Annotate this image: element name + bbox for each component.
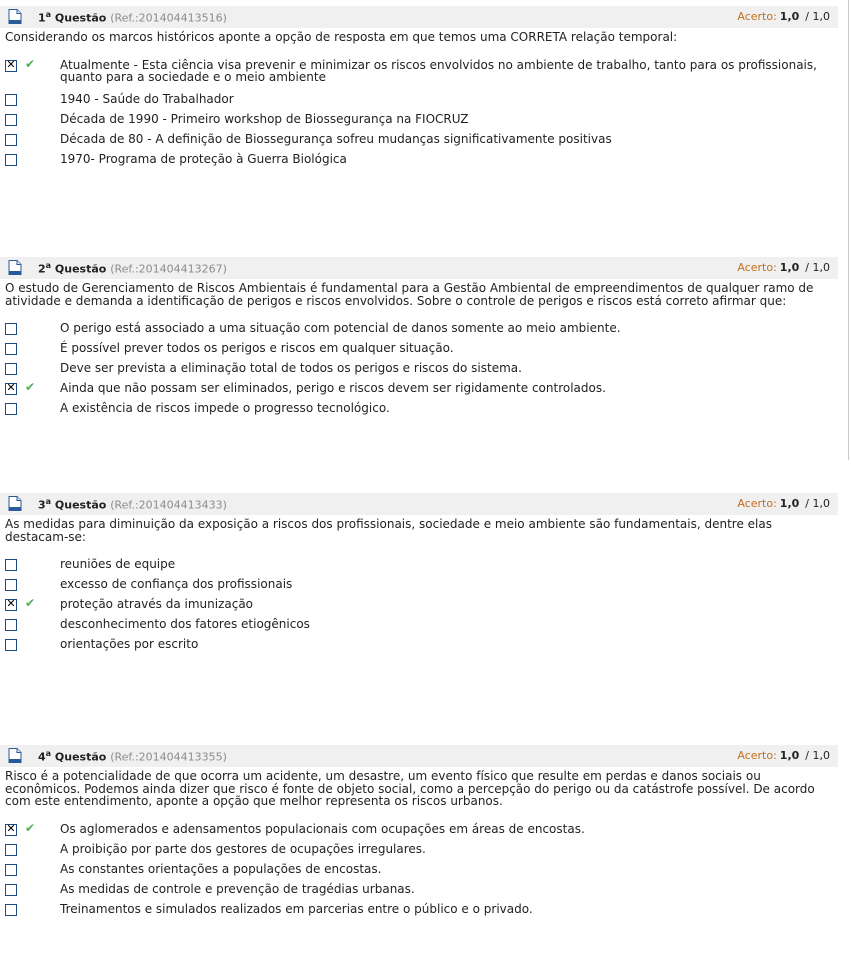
question-header [0, 6, 838, 28]
question-statement: As medidas para diminuição da exposição a riscos dos profissionais, sociedade e meio ambiente são fundamentais, dentre elas destacam-se: [5, 517, 772, 544]
answer-option[interactable] [0, 362, 838, 382]
score: Acerto: 1,0 / 1,0 [737, 10, 830, 23]
question-header [0, 745, 838, 767]
answer-checkbox[interactable] [5, 323, 17, 335]
answer-option[interactable] [0, 863, 838, 883]
correct-check-icon: ✔ [25, 820, 36, 835]
question-ref: (Ref.:201404413355) [110, 750, 227, 764]
answer-checkbox[interactable] [5, 904, 17, 916]
answer-text: reuniões de equipe [60, 557, 176, 571]
answer-text: Os aglomerados e adensamentos populacionais com ocupações em áreas de encostas. [60, 821, 585, 836]
question-block [0, 257, 838, 422]
answer-checkbox[interactable] [5, 60, 17, 72]
answer-text: É possível prever todos os perigos e riscos em qualquer situação. [60, 341, 454, 355]
answer-option[interactable] [0, 56, 838, 93]
answer-option[interactable] [0, 638, 838, 658]
document-icon [8, 496, 22, 511]
options-list [0, 56, 838, 173]
options-list [0, 322, 838, 422]
answer-checkbox[interactable] [5, 403, 17, 415]
answer-text: excesso de confiança dos profissionais [60, 577, 293, 591]
answer-checkbox[interactable] [5, 884, 17, 896]
question-number: 4$^a$ Questão (Ref.:201404413355) [38, 749, 227, 764]
question-block [0, 493, 838, 658]
question-header [0, 257, 838, 279]
answer-text: Ainda que não possam ser eliminados, perigo e riscos devem ser rigidamente controlados. [60, 381, 606, 395]
answer-checkbox[interactable] [5, 639, 17, 651]
score: Acerto: 1,0 / 1,0 [737, 497, 830, 510]
answer-checkbox[interactable] [5, 154, 17, 166]
question-statement: Considerando os marcos históricos aponte a opção de resposta em que temos uma CORRETA relação temporal: [5, 30, 678, 44]
score: Acerto: 1,0 / 1,0 [737, 261, 830, 274]
options-list [0, 820, 838, 923]
answer-option[interactable] [0, 843, 838, 863]
answer-text: As medidas de controle e prevenção de tragédias urbanas. [60, 881, 415, 896]
document-icon [8, 9, 22, 24]
question-number: 3$^a$ Questão (Ref.:201404413433) [38, 497, 227, 512]
answer-option[interactable] [0, 578, 838, 598]
correct-check-icon: ✔ [25, 596, 36, 610]
answer-checkbox[interactable] [5, 383, 17, 395]
answer-text: 1940 - Saúde do Trabalhador [60, 91, 234, 106]
answer-option[interactable] [0, 382, 838, 402]
answer-option[interactable] [0, 598, 838, 618]
answer-option[interactable] [0, 133, 838, 153]
answer-option[interactable] [0, 883, 838, 903]
document-icon [8, 748, 22, 763]
answer-text: proteção através da imunização [60, 597, 254, 611]
answer-text: Atualmente - Esta ciência visa prevenir e minimizar os riscos envolvidos no ambiente de trabalho, tanto para os profissionais, quanto para a sociedade e o meio ambiente [60, 57, 817, 84]
question-statement: Risco é a potencialidade de que ocorra um acidente, um desastre, um evento físico que resulte em perdas e danos sociais ou econômicos. Podemos ainda dizer que risco é fonte de objeto social, como a percepção do perigo ou da catástrofe possível. De acordo com este entendimento, aponte a opção que melhor representa os riscos urbanos. [5, 769, 815, 808]
answer-text: Treinamentos e simulados realizados em parcerias entre o público e o privado. [60, 901, 533, 916]
right-border [848, 0, 849, 460]
question-ref: (Ref.:201404413433) [110, 498, 227, 512]
options-list [0, 558, 838, 658]
answer-checkbox[interactable] [5, 844, 17, 856]
answer-option[interactable] [0, 153, 838, 173]
answer-option[interactable] [0, 93, 838, 113]
answer-text: Década de 80 - A definição de Biossegurança sofreu mudanças significativamente positivas [60, 131, 612, 146]
answer-text: A existência de riscos impede o progresso tecnológico. [60, 401, 390, 415]
answer-checkbox[interactable] [5, 134, 17, 146]
answer-checkbox[interactable] [5, 864, 17, 876]
document-icon [8, 260, 22, 275]
answer-text: Deve ser prevista a eliminação total de todos os perigos e riscos do sistema. [60, 361, 522, 375]
question-ref: (Ref.:201404413267) [110, 262, 227, 276]
answer-text: 1970- Programa de proteção à Guerra Biológica [60, 151, 347, 166]
question-block [0, 6, 838, 173]
answer-option[interactable] [0, 402, 838, 422]
answer-checkbox[interactable] [5, 824, 17, 836]
score: Acerto: 1,0 / 1,0 [737, 749, 830, 762]
answer-option[interactable] [0, 820, 838, 843]
answer-option[interactable] [0, 113, 838, 133]
answer-text: A proibição por parte dos gestores de ocupações irregulares. [60, 841, 426, 856]
answer-checkbox[interactable] [5, 559, 17, 571]
correct-check-icon: ✔ [25, 380, 36, 394]
answer-checkbox[interactable] [5, 619, 17, 631]
answer-checkbox[interactable] [5, 114, 17, 126]
question-number: 2$^a$ Questão (Ref.:201404413267) [38, 261, 227, 276]
answer-option[interactable] [0, 618, 838, 638]
question-number: 1$^a$ Questão (Ref.:201404413516) [38, 10, 227, 25]
answer-checkbox[interactable] [5, 94, 17, 106]
answer-option[interactable] [0, 342, 838, 362]
question-header [0, 493, 838, 515]
question-statement: O estudo de Gerenciamento de Riscos Ambientais é fundamental para a Gestão Ambiental de empreendimentos de qualquer ramo de atividade e demanda a identificação de perigos e riscos envolvidos. Sobre o controle de perigos e riscos está correto afirmar que: [5, 281, 814, 308]
answer-option[interactable] [0, 558, 838, 578]
answer-text: orientações por escrito [60, 637, 199, 651]
answer-option[interactable] [0, 903, 838, 923]
question-ref: (Ref.:201404413516) [110, 11, 227, 25]
answer-text: As constantes orientações a populações de encostas. [60, 861, 382, 876]
question-block [0, 745, 838, 923]
answer-checkbox[interactable] [5, 363, 17, 375]
answer-checkbox[interactable] [5, 599, 17, 611]
answer-option[interactable] [0, 322, 838, 342]
answer-checkbox[interactable] [5, 343, 17, 355]
answer-text: O perigo está associado a uma situação com potencial de danos somente ao meio ambiente. [60, 321, 621, 335]
correct-check-icon: ✔ [25, 56, 36, 71]
answer-checkbox[interactable] [5, 579, 17, 591]
answer-text: desconhecimento dos fatores etiogênicos [60, 617, 310, 631]
answer-text: Década de 1990 - Primeiro workshop de Biossegurança na FIOCRUZ [60, 111, 469, 126]
